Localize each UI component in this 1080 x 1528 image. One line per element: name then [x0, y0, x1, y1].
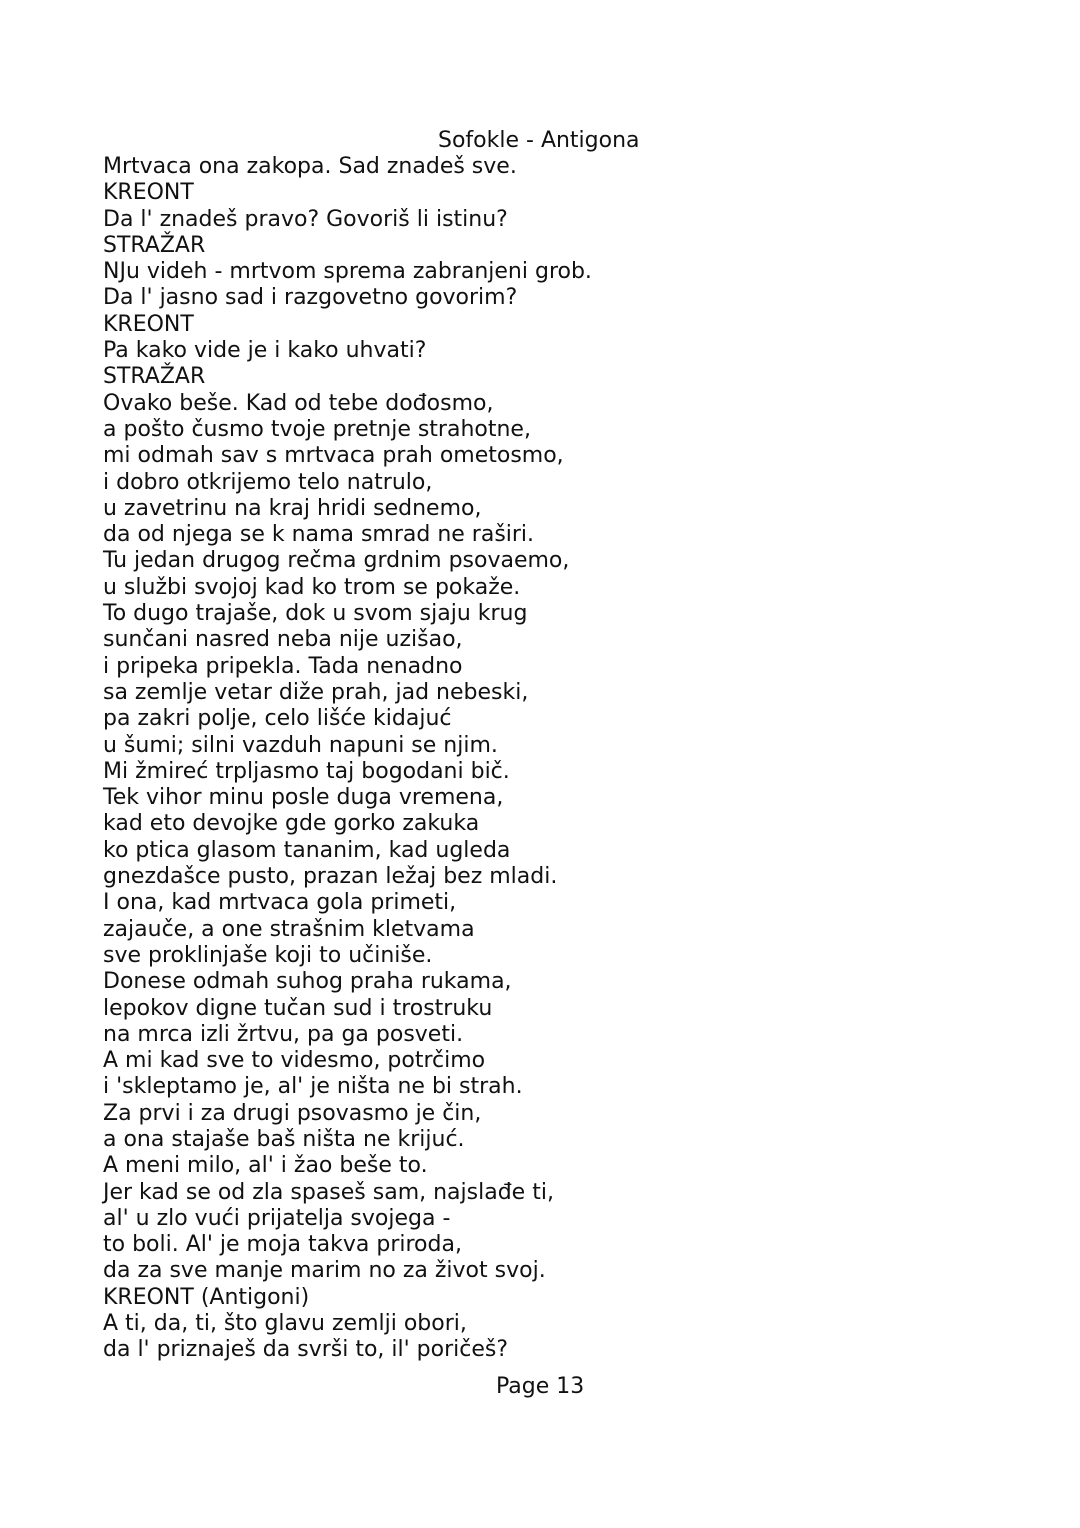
- text-line: Da l' znadeš pravo? Govoriš li istinu?: [103, 206, 508, 232]
- text-line: Pa kako vide je i kako uhvati?: [103, 338, 427, 364]
- text-line: NJu videh - mrtvom sprema zabranjeni grob.: [103, 259, 592, 285]
- speaker-line: STRAŽAR: [103, 364, 206, 390]
- text-line: zajauče, a one strašnim kletvama: [103, 916, 475, 942]
- speaker-line: KREONT: [103, 311, 194, 337]
- text-line: i pripeka pripekla. Tada nenadno: [103, 653, 463, 679]
- text-line: Ovako beše. Kad od tebe dođosmo,: [103, 390, 494, 416]
- text-line: Mrtvaca ona zakopa. Sad znadeš sve.: [103, 154, 517, 179]
- text-line: Tu jedan drugog rečma grdnim psovaemo,: [103, 548, 570, 574]
- text-line: Da l' jasno sad i razgovetno govorim?: [103, 285, 518, 311]
- text-line: da za sve manje marim no za život svoj.: [103, 1258, 546, 1284]
- running-header: Sofokle - Antigona: [438, 128, 640, 153]
- text-line: u službi svojoj kad ko trom se pokaže.: [103, 574, 521, 600]
- text-line: Tek vihor minu posle duga vremena,: [103, 785, 504, 811]
- text-body: [103, 154, 1003, 1364]
- text-line: da l' priznaješ da svrši to, il' poričeš?: [103, 1337, 509, 1363]
- text-line: Donese odmah suhog praha rukama,: [103, 969, 512, 995]
- speaker-line: KREONT (Antigoni): [103, 1284, 310, 1310]
- text-line: i 'skleptamo je, al' je ništa ne bi strah.: [103, 1074, 523, 1100]
- text-line: a ona stajaše baš ništa ne krijuć.: [103, 1126, 465, 1152]
- text-line: da od njega se k nama smrad ne raširi.: [103, 522, 535, 548]
- text-line: Jer kad se od zla spaseš sam, najslađe ti,: [103, 1179, 554, 1205]
- text-line: ko ptica glasom tananim, kad ugleda: [103, 837, 511, 863]
- text-line: na mrca izli žrtvu, pa ga posveti.: [103, 1021, 464, 1047]
- page-number: Page 13: [496, 1374, 585, 1399]
- text-line: to boli. Al' je moja takva priroda,: [103, 1232, 462, 1258]
- text-line: u šumi; silni vazduh napuni se njim.: [103, 732, 498, 758]
- text-line: Za prvi i za drugi psovasmo je čin,: [103, 1100, 482, 1126]
- text-line: A meni milo, al' i žao beše to.: [103, 1153, 428, 1179]
- text-line: kad eto devojke gde gorko zakuka: [103, 811, 480, 837]
- text-line: a pošto čusmo tvoje pretnje strahotne,: [103, 416, 531, 442]
- text-line: i dobro otkrijemo telo natrulo,: [103, 469, 433, 495]
- text-line: gnezdašce pusto, prazan ležaj bez mladi.: [103, 864, 558, 890]
- text-line: sunčani nasred neba nije uzišao,: [103, 627, 463, 653]
- text-line: A mi kad sve to videsmo, potrčimo: [103, 1048, 486, 1074]
- text-line: pa zakri polje, celo lišće kidajuć: [103, 706, 452, 732]
- text-line: al' u zlo vući prijatelja svojega -: [103, 1205, 451, 1231]
- text-line: A ti, da, ti, što glavu zemlji obori,: [103, 1311, 467, 1337]
- speaker-line: STRAŽAR: [103, 232, 206, 258]
- text-line: u zavetrinu na kraj hridi sednemo,: [103, 495, 482, 521]
- speaker-line: KREONT: [103, 180, 194, 206]
- text-line: Mi žmireć trpljasmo taj bogodani bič.: [103, 758, 510, 784]
- text-line: To dugo trajaše, dok u svom sjaju krug: [103, 601, 528, 627]
- text-line: lepokov digne tučan sud i trostruku: [103, 995, 493, 1021]
- text-line: I ona, kad mrtvaca gola primeti,: [103, 890, 457, 916]
- text-line: sa zemlje vetar diže prah, jad nebeski,: [103, 679, 529, 705]
- text-line: mi odmah sav s mrtvaca prah ometosmo,: [103, 443, 564, 469]
- text-line: sve proklinjaše koji to učiniše.: [103, 942, 433, 968]
